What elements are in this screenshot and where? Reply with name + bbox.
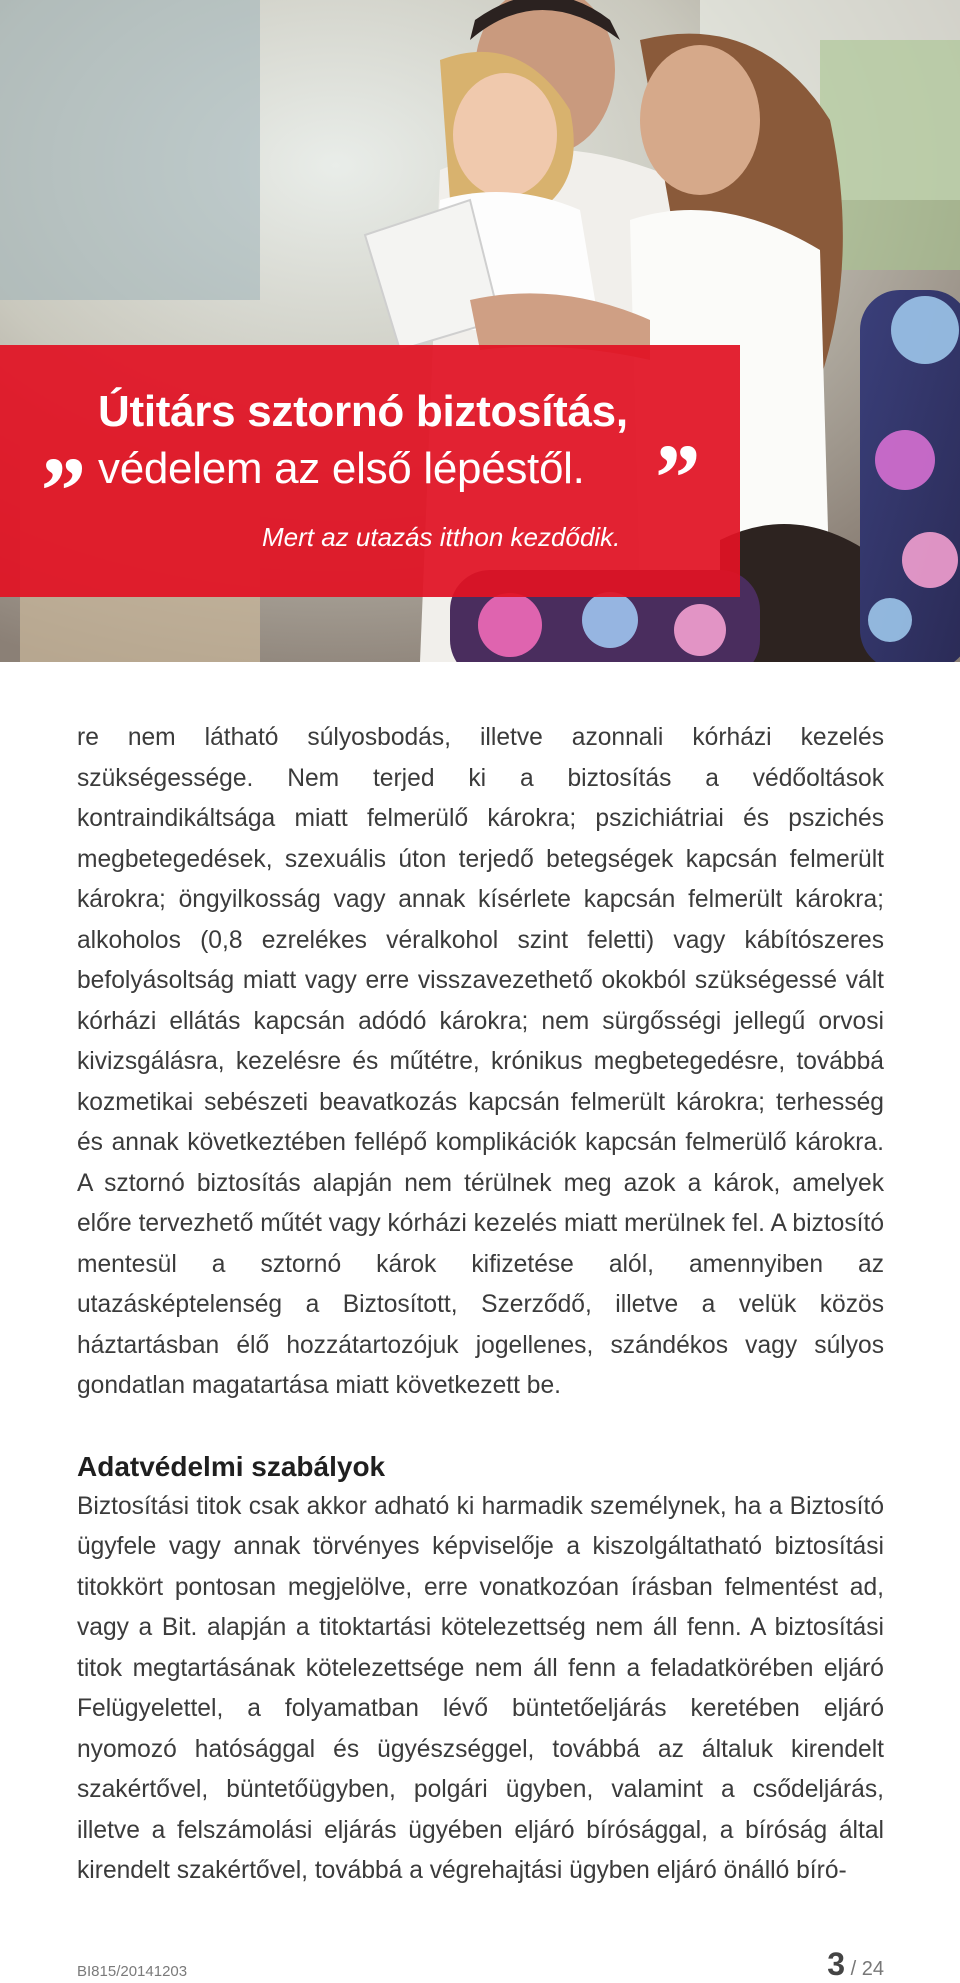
page-current: 3 <box>827 1946 846 1982</box>
hero-subtitle: védelem az első lépéstől. <box>98 444 585 493</box>
hero-tagline: Mert az utazás itthon kezdődik. <box>262 522 621 552</box>
hero-section <box>0 0 960 662</box>
data-protection-paragraph: Biztosítási titok csak akkor adható ki harmadik személynek, ha a Biztosító ügyfele vagy annak törvényes képviselője a kiszolgáltatható biztosítási titokkört pontosan megjelölve, erre vonatkozóan írásban felmentést ad, vagy a Bit. alapján a titoktartási kötelezettség nem áll fenn. A biztosítási titok megtartásának kötelezettsége nem áll fenn a feladatkörében eljáró Felügyelettel, a folyamatban lévő büntetőeljárás keretében eljáró nyomozó hatósággal és ügyészséggel, továbbá az általuk kirendelt szakértővel, büntetőügyben, polgári ügyben, valamint a csődeljárás, illetve a felszámolási eljárás ügyében eljáró bírósággal, a bíróság által kirendelt szakértővel, továbbá a végrehajtási ügyben eljáró önálló bíró- <box>77 1492 884 1884</box>
exclusions-paragraph: re nem látható súlyosbodás, illetve azonnali kórházi kezelés szükségessége. Nem terjed ki a biztosítás a védőoltások kontraindikáltsága miatt felmerülő károkra; pszichiátriai és pszichés megbetegedések, szexuális úton terjedő betegségek kapcsán felmerült károkra; öngyilkosság vagy annak kísérlete kapcsán felmerült károkra; alkoholos (0,8 ezrelékes véralkohol szint feletti) vagy kábítószeres befolyásoltság miatt vagy erre visszavezethető okokból szükségessé vált kórházi ellátás kapcsán adódó károkra; nem sürgősségi jellegű orvosi kivizsgálásra, kezelésre és műtétre, krónikus megbetegedésre, továbbá kozmetikai sebészeti beavatkozás kapcsán felmerült károkra; terhesség és annak következtében fellépő komplikációk kapcsán felmerülő károkra. A sztornó biztosítás alapján nem térülnek meg azok a károk, amelyek előre tervezhető műtét vagy kórházi kezelés miatt merülnek fel. A biztosító mentesül a sztornó károk kifizetése alól, amennyiben az utazásképtelenség a Biztosított, Szerződő, illetve a velük közös háztartásban élő hozzátartozójuk jogellenes, szándékos vagy súlyos gondatlan magatartása miatt következett be. <box>77 724 884 1399</box>
page-number <box>827 1946 884 1983</box>
hero-title: Útitárs sztornó biztosítás, <box>98 387 628 436</box>
section-heading: Adatvédelmi szabályok <box>77 1450 386 1482</box>
document-body <box>77 718 884 1892</box>
quote-close-mark: ” <box>650 424 698 531</box>
page-separator: / <box>845 1958 862 1980</box>
page-total: 24 <box>861 1958 884 1980</box>
document-code: BI815/20141203 <box>77 1963 188 1980</box>
quote-open-mark: „ <box>44 387 92 494</box>
